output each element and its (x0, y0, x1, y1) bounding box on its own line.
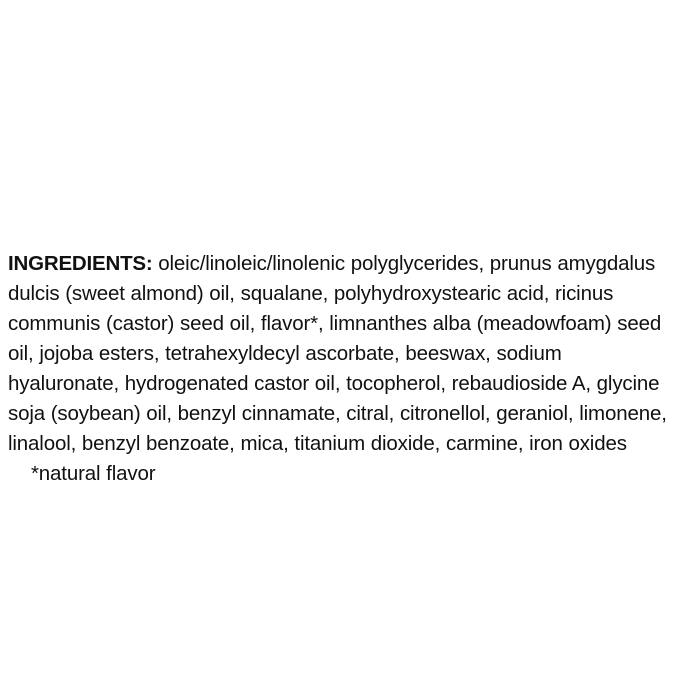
ingredients-body: oleic/linoleic/linolenic polyglycerides, prunus amygdalus dulcis (sweet almond) oil, squalane, polyhydroxystearic acid, ricinus communis (castor) seed oil, flavor*, limnanthes alba (meadowfoam) seed oil, jojoba esters, tetrahexyldecyl ascorbate, beeswax, sodium hyaluronate, hydrogenated castor oil, tocopherol, rebaudioside A, glycine soja (soybean) oil, benzyl cinnamate, citral, citronellol, geraniol, limonene, linalool, benzyl benzoate, mica, titanium dioxide, carmine, iron oxides (8, 251, 667, 455)
ingredients-block (8, 228, 673, 509)
natural-flavor-footnote: *natural flavor (8, 461, 156, 485)
ingredients-paragraph (8, 249, 673, 489)
ingredients-label: INGREDIENTS: (8, 251, 153, 275)
